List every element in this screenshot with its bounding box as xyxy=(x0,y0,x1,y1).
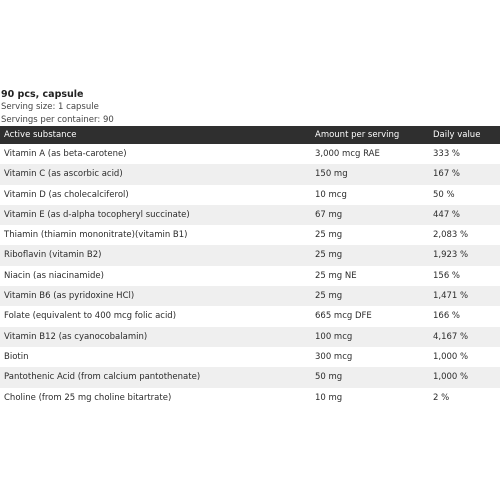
substance-cell: Thiamin (thiamin mononitrate)(vitamin B1) xyxy=(4,230,188,241)
daily-value-cell: 1,000 % xyxy=(433,351,469,362)
product-package-title: 90 pcs, capsule xyxy=(1,89,84,100)
substance-cell: Biotin xyxy=(4,351,29,362)
serving-size: Serving size: 1 capsule xyxy=(1,102,99,112)
daily-value-cell: 447 % xyxy=(433,209,461,220)
substance-cell: Vitamin B12 (as cyanocobalamin) xyxy=(4,331,148,342)
substance-cell: Pantothenic Acid (from calcium pantothenate) xyxy=(4,372,201,383)
amount-cell: 25 mg xyxy=(315,291,343,302)
header-amount-per-serving: Amount per serving xyxy=(315,130,400,140)
substance-cell: Vitamin A (as beta-carotene) xyxy=(4,149,127,159)
daily-value-cell: 333 % xyxy=(433,149,461,159)
nutrition-table-header xyxy=(0,126,500,144)
table-row xyxy=(0,205,500,225)
amount-cell: 67 mg xyxy=(315,209,343,220)
table-row xyxy=(0,144,500,164)
amount-cell: 25 mg xyxy=(315,250,343,261)
daily-value-cell: 2 % xyxy=(433,392,450,403)
substance-cell: Vitamin E (as d-alpha tocopheryl succinate) xyxy=(4,209,190,220)
header-daily-value: Daily value xyxy=(433,130,481,140)
table-row xyxy=(0,327,500,347)
amount-cell: 3,000 mcg RAE xyxy=(315,149,380,159)
amount-cell: 10 mg xyxy=(315,392,343,403)
amount-cell: 665 mcg DFE xyxy=(315,311,372,322)
daily-value-cell: 1,000 % xyxy=(433,372,469,383)
table-row xyxy=(0,266,500,286)
table-row xyxy=(0,245,500,265)
daily-value-cell: 167 % xyxy=(433,169,461,180)
substance-cell: Vitamin C (as ascorbic acid) xyxy=(4,169,123,180)
substance-cell: Choline (from 25 mg choline bitartrate) xyxy=(4,392,172,403)
table-row xyxy=(0,164,500,184)
daily-value-cell: 1,471 % xyxy=(433,291,469,302)
table-row xyxy=(0,388,500,408)
daily-value-cell: 166 % xyxy=(433,311,461,322)
amount-cell: 50 mg xyxy=(315,372,343,383)
daily-value-cell: 2,083 % xyxy=(433,230,469,241)
header-active-substance: Active substance xyxy=(4,130,77,140)
nutrition-table xyxy=(0,126,500,408)
substance-cell: Vitamin B6 (as pyridoxine HCl) xyxy=(4,291,135,302)
table-row xyxy=(0,367,500,387)
daily-value-cell: 50 % xyxy=(433,189,455,200)
substance-cell: Riboflavin (vitamin B2) xyxy=(4,250,102,261)
table-row xyxy=(0,306,500,326)
substance-cell: Niacin (as niacinamide) xyxy=(4,270,104,281)
amount-cell: 25 mg xyxy=(315,230,343,241)
servings-per-container: Servings per container: 90 xyxy=(1,114,114,125)
amount-cell: 150 mg xyxy=(315,169,348,180)
daily-value-cell: 4,167 % xyxy=(433,331,469,342)
nutrition-facts-panel xyxy=(0,88,500,408)
substance-cell: Vitamin D (as cholecalciferol) xyxy=(4,189,129,200)
daily-value-cell: 1,923 % xyxy=(433,250,469,261)
table-row xyxy=(0,225,500,245)
header-row xyxy=(0,126,500,144)
nutrition-table-body xyxy=(0,144,500,408)
amount-cell: 10 mcg xyxy=(315,189,347,200)
daily-value-cell: 156 % xyxy=(433,270,461,281)
amount-cell: 300 mcg xyxy=(315,351,353,362)
amount-cell: 100 mcg xyxy=(315,331,353,342)
table-row xyxy=(0,347,500,367)
amount-cell: 25 mg NE xyxy=(315,270,357,281)
table-row xyxy=(0,286,500,306)
table-row xyxy=(0,185,500,205)
substance-cell: Folate (equivalent to 400 mcg folic acid) xyxy=(4,311,177,322)
